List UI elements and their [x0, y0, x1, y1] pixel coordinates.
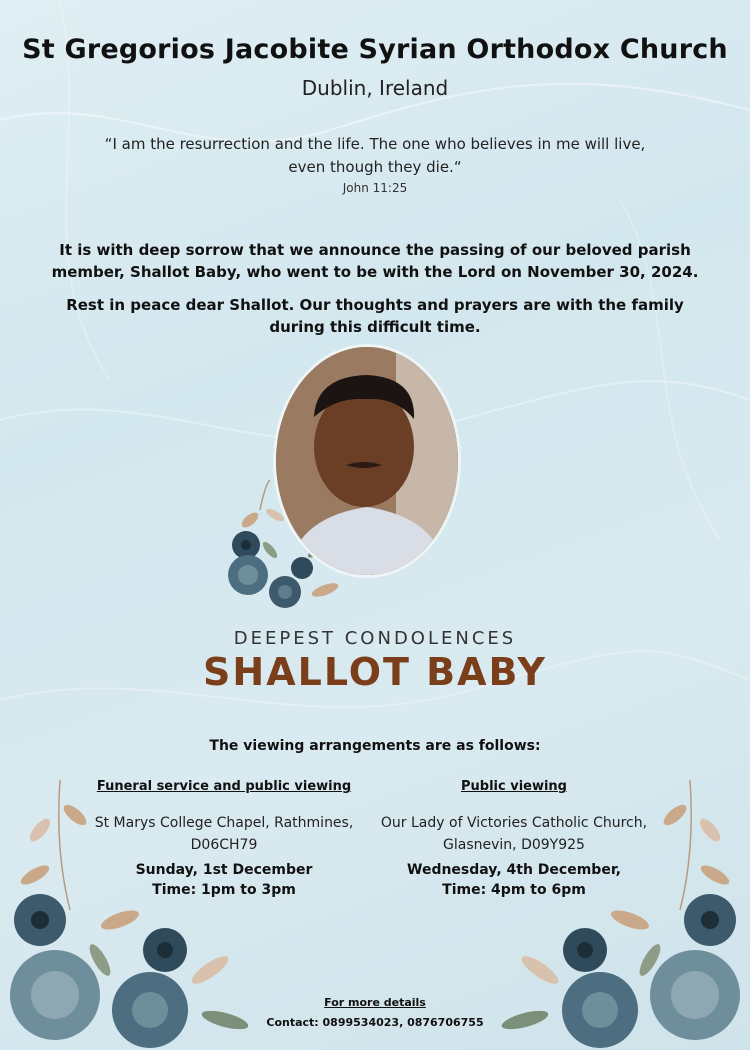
- verse-reference: John 11:25: [342, 181, 408, 195]
- event-2-date: Wednesday, 4th December,: [407, 862, 621, 878]
- more-details-label: For more details: [324, 996, 426, 1009]
- deceased-name: SHALLOT BABY: [203, 650, 547, 694]
- event-1-heading: Funeral service and public viewing: [96, 779, 352, 794]
- portrait-photo: [276, 347, 458, 575]
- event-2-time: Time: 4pm to 6pm: [442, 882, 586, 898]
- church-location: Dublin, Ireland: [301, 76, 449, 100]
- bible-verse: “I am the resurrection and the life. The one who believes in me will live, even though they die.“: [104, 135, 646, 176]
- contact-numbers: Contact: 0899534023, 0876706755: [266, 1016, 484, 1029]
- church-name: St Gregorios Jacobite Syrian Orthodox Church: [22, 34, 728, 65]
- event-1-time: Time: 1pm to 3pm: [152, 882, 296, 898]
- event-1-venue: St Marys College Chapel, Rathmines, D06CH79: [94, 815, 354, 853]
- rest-in-peace-message: Rest in peace dear Shallot. Our thoughts and prayers are with the family during this difficult time.: [66, 296, 684, 336]
- event-1-date: Sunday, 1st December: [135, 862, 313, 878]
- portrait-illustration: [276, 347, 458, 575]
- event-2-heading: Public viewing: [460, 779, 567, 794]
- event-2-venue: Our Lady of Victories Catholic Church, Glasnevin, D09Y925: [380, 815, 648, 853]
- viewing-intro: The viewing arrangements are as follows:: [209, 738, 541, 754]
- death-announcement: It is with deep sorrow that we announce the passing of our beloved parish member, Shallot Baby, who went to be with the Lord on November 30, 2024.: [51, 241, 699, 281]
- condolences-label: DEEPEST CONDOLENCES: [233, 628, 517, 649]
